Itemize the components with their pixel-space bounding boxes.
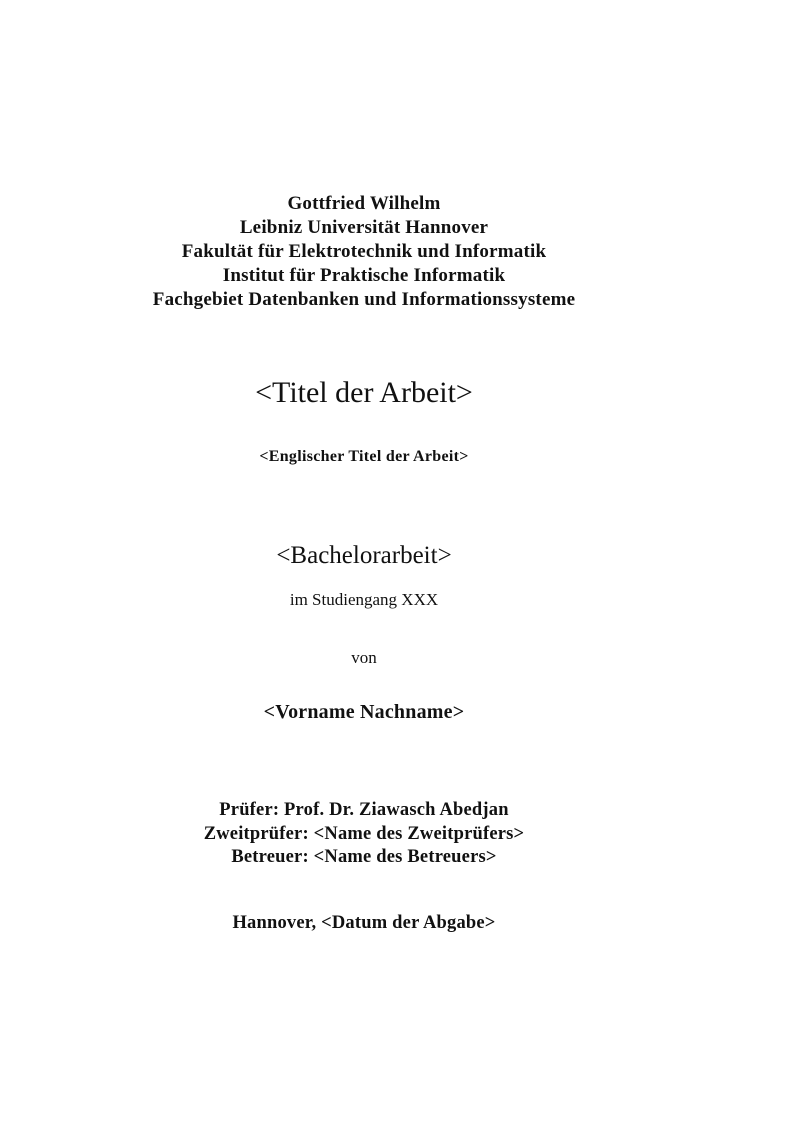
thesis-title: <Titel der Arbeit> [255, 376, 473, 409]
thesis-type: <Bachelorarbeit> [276, 542, 452, 569]
institution-line: Fachgebiet Datenbanken und Informationssysteme [152, 289, 576, 310]
examiner-line: Prüfer: Prof. Dr. Ziawasch Abedjan [219, 800, 509, 820]
by-label: von [351, 648, 377, 667]
committee-block [0, 799, 728, 870]
institution-line: Institut für Praktische Informatik [222, 265, 506, 286]
second-examiner-line: Zweitprüfer: <Name des Zweitprüfers> [203, 823, 525, 844]
place-and-date: Hannover, <Datum der Abgabe> [232, 913, 496, 933]
study-program: im Studiengang XXX [289, 590, 439, 609]
author-name: <Vorname Nachname> [263, 701, 465, 723]
institution-line: Fakultät für Elektrotechnik und Informatik [181, 241, 547, 262]
institution-line: Leibniz Universität Hannover [239, 217, 489, 238]
institution-block [0, 192, 728, 312]
thesis-subtitle: <Englischer Titel der Arbeit> [259, 448, 469, 465]
institution-line: Gottfried Wilhelm [287, 193, 441, 214]
supervisor-line: Betreuer: <Name des Betreuers> [231, 847, 497, 867]
